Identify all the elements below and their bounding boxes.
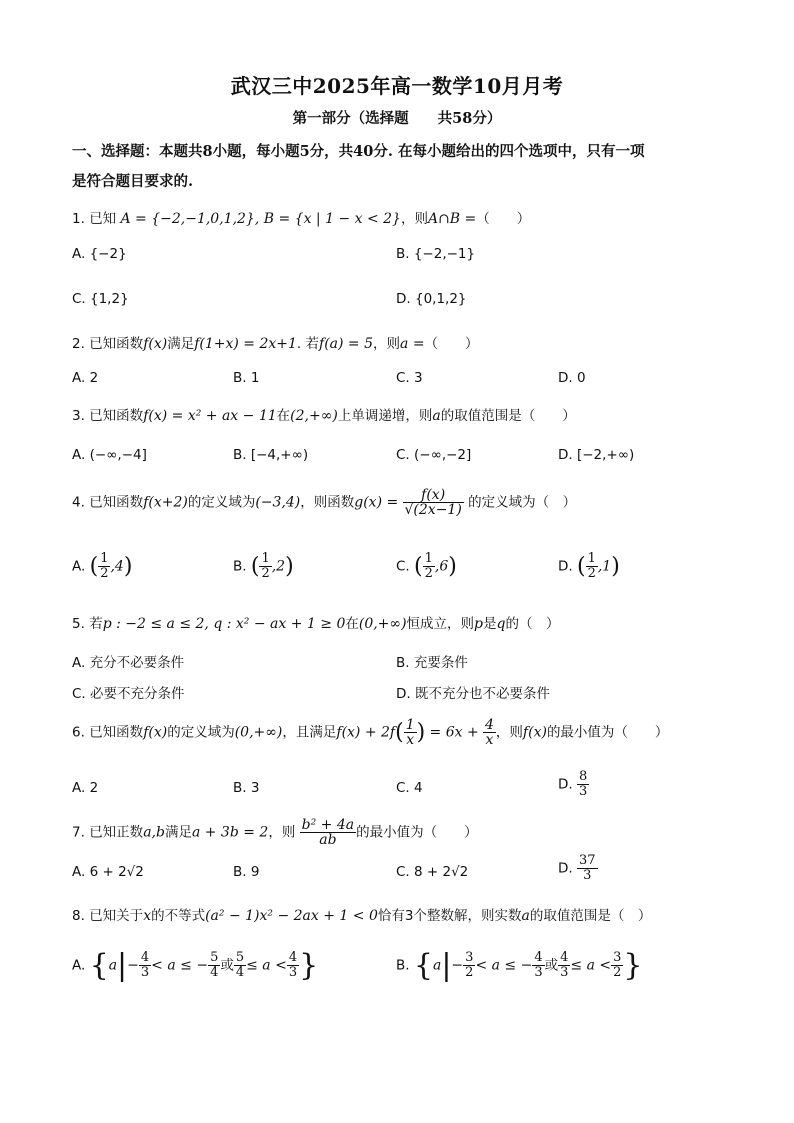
option-c: C. 3 (396, 370, 423, 386)
math-expression: (0,+∞) (358, 616, 407, 632)
fraction-denominator: x (406, 732, 415, 748)
fraction (139, 951, 151, 980)
question-number: 4. (72, 494, 85, 511)
option-b: B. 9 (233, 864, 260, 880)
brace-open: { (89, 948, 109, 983)
fraction (403, 488, 464, 517)
option-a: A. 2 (72, 780, 99, 796)
question-stem: 恰有3个整数解，则实数 (377, 908, 522, 924)
question-stem: ，则 (268, 824, 296, 841)
fraction-denominator: ab (319, 832, 337, 848)
option-d (558, 552, 620, 581)
math-expression: A∩B = (427, 211, 477, 227)
math-expression: a + 3b = 2 (191, 824, 269, 841)
question-stem: 已知函数 (89, 724, 144, 741)
math-expression: q (496, 616, 506, 632)
paren-close: ) (416, 720, 426, 745)
math-expression: − (127, 957, 139, 974)
question-stem: （ ） (424, 336, 479, 352)
question-stem: 已知关于 (89, 908, 144, 924)
fraction-numerator: 1 (261, 551, 270, 566)
math-expression: ≤ a < (570, 957, 612, 974)
set-bar: | (117, 948, 128, 983)
paren-close: ) (285, 554, 294, 579)
question-stem: 在 (276, 408, 291, 424)
question-stem: ，则 (373, 336, 401, 352)
option-c: C. 8 + 2√2 (396, 864, 469, 880)
fraction (404, 718, 417, 747)
question-stem: 的取值范围是（ ） (440, 408, 576, 424)
question-stem: ，且满足 (282, 724, 337, 741)
question-number: 5. (72, 616, 85, 632)
question-stem: ，则 (400, 211, 428, 227)
brace-close: } (299, 948, 319, 983)
option-b: B. 1 (233, 370, 260, 386)
math-expression: f(x) (522, 724, 547, 741)
fraction-numerator: 1 (587, 551, 596, 566)
fraction-numerator: 3 (465, 950, 474, 965)
question-number: 6. (72, 724, 85, 741)
question-stem: 已知函数 (89, 494, 144, 511)
math-expression: f(x+2) (143, 494, 188, 511)
option-label: D. (558, 558, 573, 575)
question-stem: 若 (89, 616, 103, 632)
math-expression: < a ≤ − (151, 957, 209, 974)
paren-close: ) (123, 554, 133, 579)
question-stem: 的不等式 (151, 908, 206, 924)
math-expression: (2,+∞) (290, 408, 338, 424)
fraction-numerator: 5 (210, 950, 219, 965)
question-3 (72, 404, 576, 424)
option-label: B. (396, 957, 410, 974)
fraction (463, 951, 475, 980)
brace-close: } (623, 948, 643, 983)
math-expression: a,b (143, 824, 165, 841)
question-1 (72, 207, 530, 227)
question-stem: 的最小值为（ ） (546, 724, 669, 741)
math-expression: − (451, 957, 464, 974)
or-word: 或 (544, 957, 559, 974)
fraction-numerator: 1 (424, 551, 433, 566)
math-expression: a = (400, 336, 425, 352)
option-value: ,4 (110, 558, 124, 575)
fraction-denominator: 2 (465, 965, 474, 980)
question-4 (72, 488, 576, 517)
option-b (233, 552, 294, 581)
fraction-numerator: 4 (534, 950, 543, 965)
option-label: C. (396, 558, 410, 575)
option-label: D. (558, 860, 573, 877)
fraction-numerator: 4 (288, 950, 298, 965)
fraction (287, 951, 299, 980)
math-expression: (a² − 1)x² − 2ax + 1 < 0 (205, 908, 378, 924)
fraction-denominator: 3 (140, 965, 150, 980)
question-stem: （ ） (476, 211, 531, 227)
option-a: A. (−∞,−4] (72, 447, 147, 463)
option-b: B. 充要条件 (396, 655, 468, 671)
option-value: ,2 (271, 558, 286, 575)
brace-open: { (413, 948, 433, 983)
option-b (396, 948, 642, 983)
option-a (72, 948, 318, 983)
option-label: B. (233, 558, 247, 575)
math-expression: p (474, 616, 484, 632)
option-value: ,1 (597, 558, 612, 575)
fraction (259, 552, 271, 581)
section-heading (72, 137, 732, 197)
paren-open: ( (414, 554, 423, 579)
option-d (558, 854, 598, 883)
math-expression: p : −2 ≤ a ≤ 2, q : x² − ax + 1 ≥ 0 (102, 616, 346, 632)
question-stem: 的（ ） (505, 616, 560, 632)
math-expression: < a ≤ − (475, 957, 533, 974)
math-expression: f(a) = 5 (319, 336, 374, 352)
option-d: D. 0 (558, 370, 586, 386)
math-expression: x (143, 908, 152, 924)
question-stem: 恒成立，则 (406, 616, 475, 632)
question-5 (72, 612, 559, 632)
option-b: B. 3 (233, 780, 260, 796)
option-a: A. 6 + 2√2 (72, 864, 144, 880)
option-c: C. (−∞,−2] (396, 447, 472, 463)
fraction-numerator: 5 (235, 950, 245, 965)
math-expression: g(x) = (354, 494, 399, 511)
fraction-denominator: x (485, 732, 494, 748)
math-expression: f(x) + 2f (336, 724, 396, 741)
fraction (532, 951, 544, 980)
option-c: C. 必要不充分条件 (72, 686, 185, 702)
question-stem: ，则 (495, 724, 523, 741)
fraction-denominator: 2 (424, 566, 433, 581)
paren-open: ( (89, 554, 99, 579)
paren-close: ) (448, 554, 457, 579)
fraction (611, 951, 623, 980)
section-heading-line1: 一、选择题：本题共8小题，每小题5分，共40分. 在每小题给出的四个选项中，只有一项 (72, 143, 645, 160)
fraction (577, 854, 598, 883)
question-number: 2. (72, 336, 85, 352)
math-expression: f(x) (143, 724, 168, 741)
fraction-numerator: 37 (578, 853, 596, 868)
math-expression: a (521, 908, 530, 924)
fraction-denominator: 3 (288, 965, 298, 980)
option-a: A. 2 (72, 370, 99, 386)
fraction-denominator: 4 (210, 965, 219, 980)
option-a (72, 552, 132, 581)
fraction-denominator: 2 (261, 566, 270, 581)
option-value: ,6 (434, 558, 449, 575)
math-expression: f(1+x) = 2x+1 (194, 336, 297, 352)
fraction-denominator: 2 (100, 566, 109, 581)
fraction-denominator: 3 (560, 965, 569, 980)
question-number: 3. (72, 408, 85, 424)
option-a: A. 充分不必要条件 (72, 655, 185, 671)
fraction-numerator: 8 (578, 769, 588, 784)
fraction-numerator: 1 (405, 717, 415, 733)
option-c (396, 552, 457, 581)
part-subtitle: 第一部分（选择题 共58分） (292, 110, 502, 127)
option-b: B. [−4,+∞) (233, 447, 309, 463)
question-stem: 已知 (89, 211, 117, 227)
fraction (586, 552, 598, 581)
question-stem: 满足 (167, 336, 195, 352)
fraction-numerator: 4 (560, 950, 569, 965)
fraction (483, 718, 496, 747)
fraction (423, 552, 435, 581)
question-stem: . 若 (296, 336, 320, 352)
math-expression: (−3,4) (255, 494, 301, 511)
paren-close: ) (611, 554, 620, 579)
option-c: C. {1,2} (72, 291, 129, 307)
option-d: D. [−2,+∞) (558, 447, 635, 463)
question-number: 8. (72, 908, 85, 924)
fraction-denominator: 2 (587, 566, 596, 581)
fraction-numerator: 1 (100, 551, 109, 566)
set-bar: | (441, 948, 452, 983)
math-expression: a (432, 408, 441, 424)
paren-open: ( (576, 554, 586, 579)
option-label: A. (72, 957, 86, 974)
or-word: 或 (220, 957, 234, 974)
section-heading-line2: 是符合题目要求的. (72, 173, 194, 190)
option-d: D. 既不充分也不必要条件 (396, 686, 550, 702)
fraction-numerator: f(x) (403, 488, 464, 503)
fraction-numerator: 4 (140, 950, 150, 965)
fraction (300, 818, 356, 847)
math-expression: f(x) = x² + ax − 11 (143, 408, 277, 424)
fraction (208, 951, 220, 980)
fraction-denominator: √(2x−1) (404, 502, 462, 518)
math-expression: (0,+∞) (234, 724, 283, 741)
option-label: A. (72, 558, 86, 575)
fraction (98, 552, 110, 581)
math-expression: A = {−2,−1,0,1,2}, B = {x | 1 − x < 2} (120, 211, 401, 227)
question-stem: 的定义域为 (187, 494, 256, 511)
math-expression: ≤ a < (246, 957, 287, 974)
option-label: D. (558, 776, 573, 793)
question-stem: ，则函数 (300, 494, 355, 511)
question-stem: 已知函数 (89, 336, 144, 352)
question-stem: 的最小值为（ ） (356, 824, 478, 841)
question-stem: 已知正数 (89, 824, 144, 841)
fraction-denominator: 3 (534, 965, 543, 980)
set-variable: a (108, 957, 118, 974)
fraction-denominator: 4 (235, 965, 245, 980)
option-d: D. {0,1,2} (396, 291, 467, 307)
fraction-numerator: b² + 4a (301, 817, 355, 833)
fraction-denominator: 3 (578, 784, 588, 799)
option-b: B. {−2,−1} (396, 246, 476, 262)
question-2 (72, 332, 479, 352)
option-c: C. 4 (396, 780, 423, 796)
question-stem: 满足 (164, 824, 192, 841)
question-number: 7. (72, 824, 85, 841)
question-7 (72, 818, 478, 847)
paren-open: ( (395, 720, 404, 745)
question-8 (72, 904, 651, 924)
question-stem: 的定义域为 (167, 724, 235, 741)
fraction (558, 951, 570, 980)
fraction-denominator: 3 (583, 868, 592, 883)
option-a: A. {−2} (72, 246, 127, 262)
set-variable: a (432, 957, 442, 974)
question-stem: 在 (345, 616, 359, 632)
fraction (234, 951, 246, 980)
math-expression: = 6x + (429, 724, 479, 741)
question-stem: 上单调递增，则 (337, 408, 433, 424)
page-title: 武汉三中2025年高一数学10月月考 (230, 74, 564, 98)
question-stem: 的定义域为（ ） (468, 494, 577, 511)
question-stem: 已知函数 (89, 408, 144, 424)
paren-open: ( (250, 554, 260, 579)
fraction (577, 770, 589, 799)
question-number: 1. (72, 211, 85, 227)
math-expression: f(x) (143, 336, 168, 352)
question-6 (72, 718, 668, 747)
fraction-numerator: 3 (613, 950, 622, 965)
fraction-denominator: 2 (613, 965, 622, 980)
fraction-numerator: 4 (485, 717, 494, 733)
option-d (558, 770, 589, 799)
question-stem: 的取值范围是（ ） (529, 908, 652, 924)
question-stem: 是 (483, 616, 497, 632)
